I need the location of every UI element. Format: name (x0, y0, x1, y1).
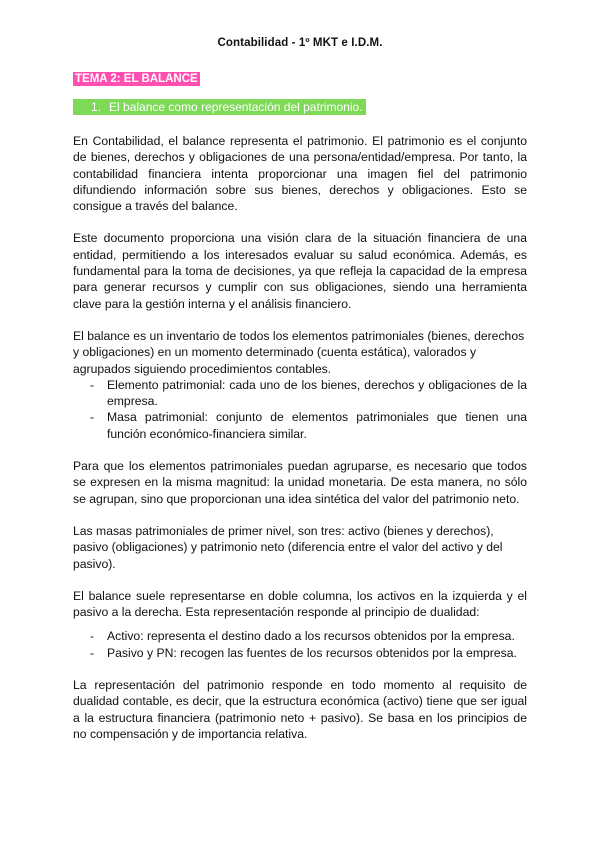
section-title: TEMA 2: EL BALANCE (75, 73, 198, 85)
paragraph-dual-column: El balance suele representarse en doble columna, los activos en la izquierda y el pasivo a la derecha. Esta representación responde al principio de dualidad: (73, 588, 527, 620)
subheading (73, 100, 366, 115)
paragraph-document: Este documento proporciona una visión clara de la situación financiera de una entidad, permitiendo a los interesados evaluar su salud económica. Además, es fundamental para la toma de decisiones, ya que refleja la capacidad de la empresa para generar recursos y cumplir con sus obligaciones, siendo una herramienta clave para la gestión interna y el análisis financiero. (73, 231, 527, 311)
subheading-highlight (73, 99, 366, 115)
list-item: - Activo: representa el destino dado a los recursos obtenidos por la empresa. (73, 628, 527, 644)
definitions-list (73, 377, 527, 442)
paragraph-duality: La representación del patrimonio responde en todo momento al requisito de dualidad contable, es decir, que la estructura económica (activo) tiene que ser igual a la estructura financiera (patrimonio neto + pasivo). Se basa en los principios de no compensación y de importancia relativa. (73, 678, 527, 741)
paragraph-magnitude: Para que los elementos patrimoniales puedan agruparse, es necesario que todos se expresen en la misma magnitud: la unidad monetaria. De esta manera, no sólo se agrupan, sino que proporcionan una idea sintética del valor del patrimonio neto. (73, 459, 527, 506)
page-header: Contabilidad - 1º MKT e I.D.M. (217, 37, 383, 49)
subheading-text: El balance como representación del patrimonio. (109, 100, 363, 114)
duality-list (73, 628, 527, 661)
paragraph-inventory: El balance es un inventario de todos los elementos patrimoniales (bienes, derechos y obligaciones) en un momento determinado (cuenta estática), valorados y agrupados siguiendo procedimientos contables. (73, 328, 525, 376)
document-body (73, 133, 527, 758)
subheading-number: 1. (91, 100, 102, 114)
paragraph-masses: Las masas patrimoniales de primer nivel, son tres: activo (bienes y derechos), pasivo (obligaciones) y patrimonio neto (diferencia entre el valor del activo y del pasivo). (73, 523, 503, 571)
list-item: - Pasivo y PN: recogen las fuentes de los recursos obtenidos por la empresa. (73, 645, 527, 661)
list-item: - Masa patrimonial: conjunto de elementos patrimoniales que tienen una función económico-financiera similar. (73, 409, 527, 442)
list-item: - Elemento patrimonial: cada uno de los bienes, derechos y obligaciones de la empresa. (73, 377, 527, 410)
paragraph-intro: En Contabilidad, el balance representa el patrimonio. El patrimonio es el conjunto de bienes, derechos y obligaciones de una persona/entidad/empresa. Por tanto, la contabilidad financiera intenta proporcionar una imagen fiel del patrimonio difundiendo información sobre sus bienes, derechos y obligaciones. Esto se consigue a través del balance. (73, 134, 527, 214)
